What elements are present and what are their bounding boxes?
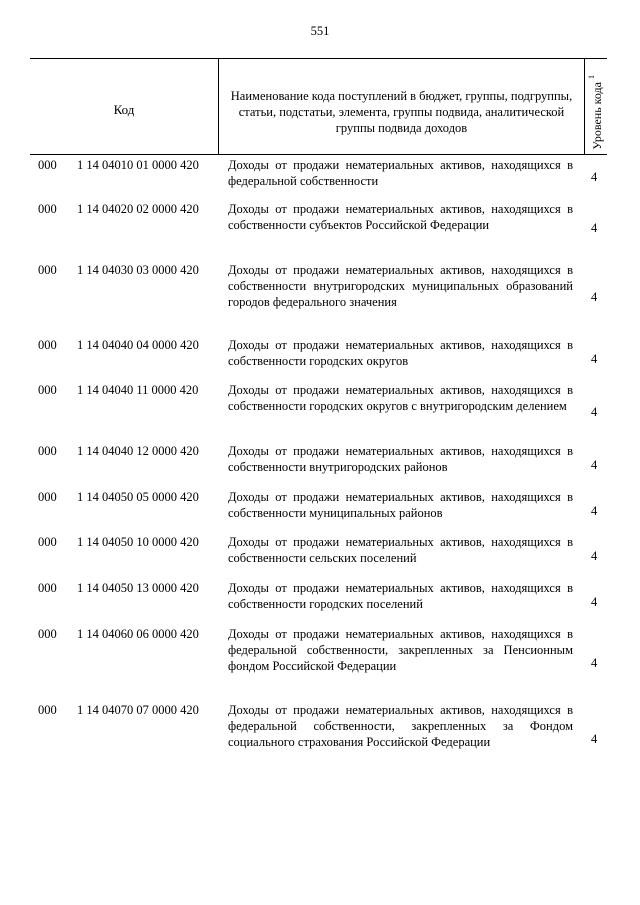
admin-code: 000	[38, 383, 57, 397]
header-level	[585, 59, 607, 154]
code-level: 4	[591, 352, 598, 366]
revenue-code: 1 14 04040 12 0000 420	[77, 444, 199, 458]
admin-code: 000	[38, 202, 57, 216]
revenue-name: Доходы от продажи нематериальных активов, находящихся в собственности городских поселений	[228, 581, 573, 611]
header-name: Наименование кода поступлений в бюджет, группы, подгруппы, статьи, подстатьи, элемента, группы подвида, аналитической группы подвида доходов	[219, 59, 585, 154]
revenue-code: 1 14 04050 13 0000 420	[77, 581, 199, 595]
revenue-code: 1 14 04050 05 0000 420	[77, 490, 199, 504]
revenue-name: Доходы от продажи нематериальных активов, находящихся в собственности внутригородских районов	[228, 444, 573, 474]
revenue-code: 1 14 04070 07 0000 420	[77, 703, 199, 717]
revenue-name: Доходы от продажи нематериальных активов, находящихся в собственности городских округов с внутригородским делением	[228, 383, 573, 413]
revenue-code: 1 14 04040 11 0000 420	[77, 383, 199, 397]
code-level: 4	[591, 170, 598, 184]
revenue-code: 1 14 04030 03 0000 420	[77, 263, 199, 277]
code-level: 4	[591, 221, 598, 235]
footnote-marker: 1	[587, 75, 596, 80]
revenue-code: 1 14 04060 06 0000 420	[77, 627, 199, 641]
admin-code: 000	[38, 338, 57, 352]
revenue-name: Доходы от продажи нематериальных активов, находящихся в собственности муниципальных районов	[228, 490, 573, 520]
admin-code: 000	[38, 444, 57, 458]
revenue-name: Доходы от продажи нематериальных активов, находящихся в собственности городских округов	[228, 338, 573, 368]
revenue-name: Доходы от продажи нематериальных активов, находящихся в собственности субъектов Российской Федерации	[228, 202, 573, 232]
admin-code: 000	[38, 535, 57, 549]
code-level: 4	[591, 656, 598, 670]
revenue-name: Доходы от продажи нематериальных активов, находящихся в федеральной собственности, закрепленных за Фондом социального страхования Российской Федерации	[228, 703, 573, 749]
code-level: 4	[591, 405, 598, 419]
admin-code: 000	[38, 263, 57, 277]
revenue-name: Доходы от продажи нематериальных активов, находящихся в собственности внутригородских муниципальных образований городов федерального значения	[228, 263, 573, 309]
revenue-code: 1 14 04020 02 0000 420	[77, 202, 199, 216]
admin-code: 000	[38, 581, 57, 595]
page-number: 551	[310, 24, 330, 38]
code-level: 4	[591, 595, 598, 609]
header-level-label	[587, 75, 605, 150]
header-level-text: Уровень кода	[590, 82, 604, 150]
revenue-code: 1 14 04010 01 0000 420	[77, 158, 199, 172]
revenue-code: 1 14 04040 04 0000 420	[77, 338, 199, 352]
table-header	[30, 58, 607, 155]
revenue-name: Доходы от продажи нематериальных активов, находящихся в собственности сельских поселений	[228, 535, 573, 565]
code-level: 4	[591, 549, 598, 563]
revenue-name: Доходы от продажи нематериальных активов, находящихся в федеральной собственности, закрепленных за Пенсионным фондом Российской Федерации	[228, 627, 573, 673]
code-level: 4	[591, 732, 598, 746]
admin-code: 000	[38, 490, 57, 504]
revenue-name: Доходы от продажи нематериальных активов, находящихся в федеральной собственности	[228, 158, 573, 188]
code-level: 4	[591, 504, 598, 518]
header-code: Код	[30, 59, 219, 154]
admin-code: 000	[38, 703, 57, 717]
code-level: 4	[591, 290, 598, 304]
revenue-code: 1 14 04050 10 0000 420	[77, 535, 199, 549]
admin-code: 000	[38, 627, 57, 641]
admin-code: 000	[38, 158, 57, 172]
code-level: 4	[591, 458, 598, 472]
